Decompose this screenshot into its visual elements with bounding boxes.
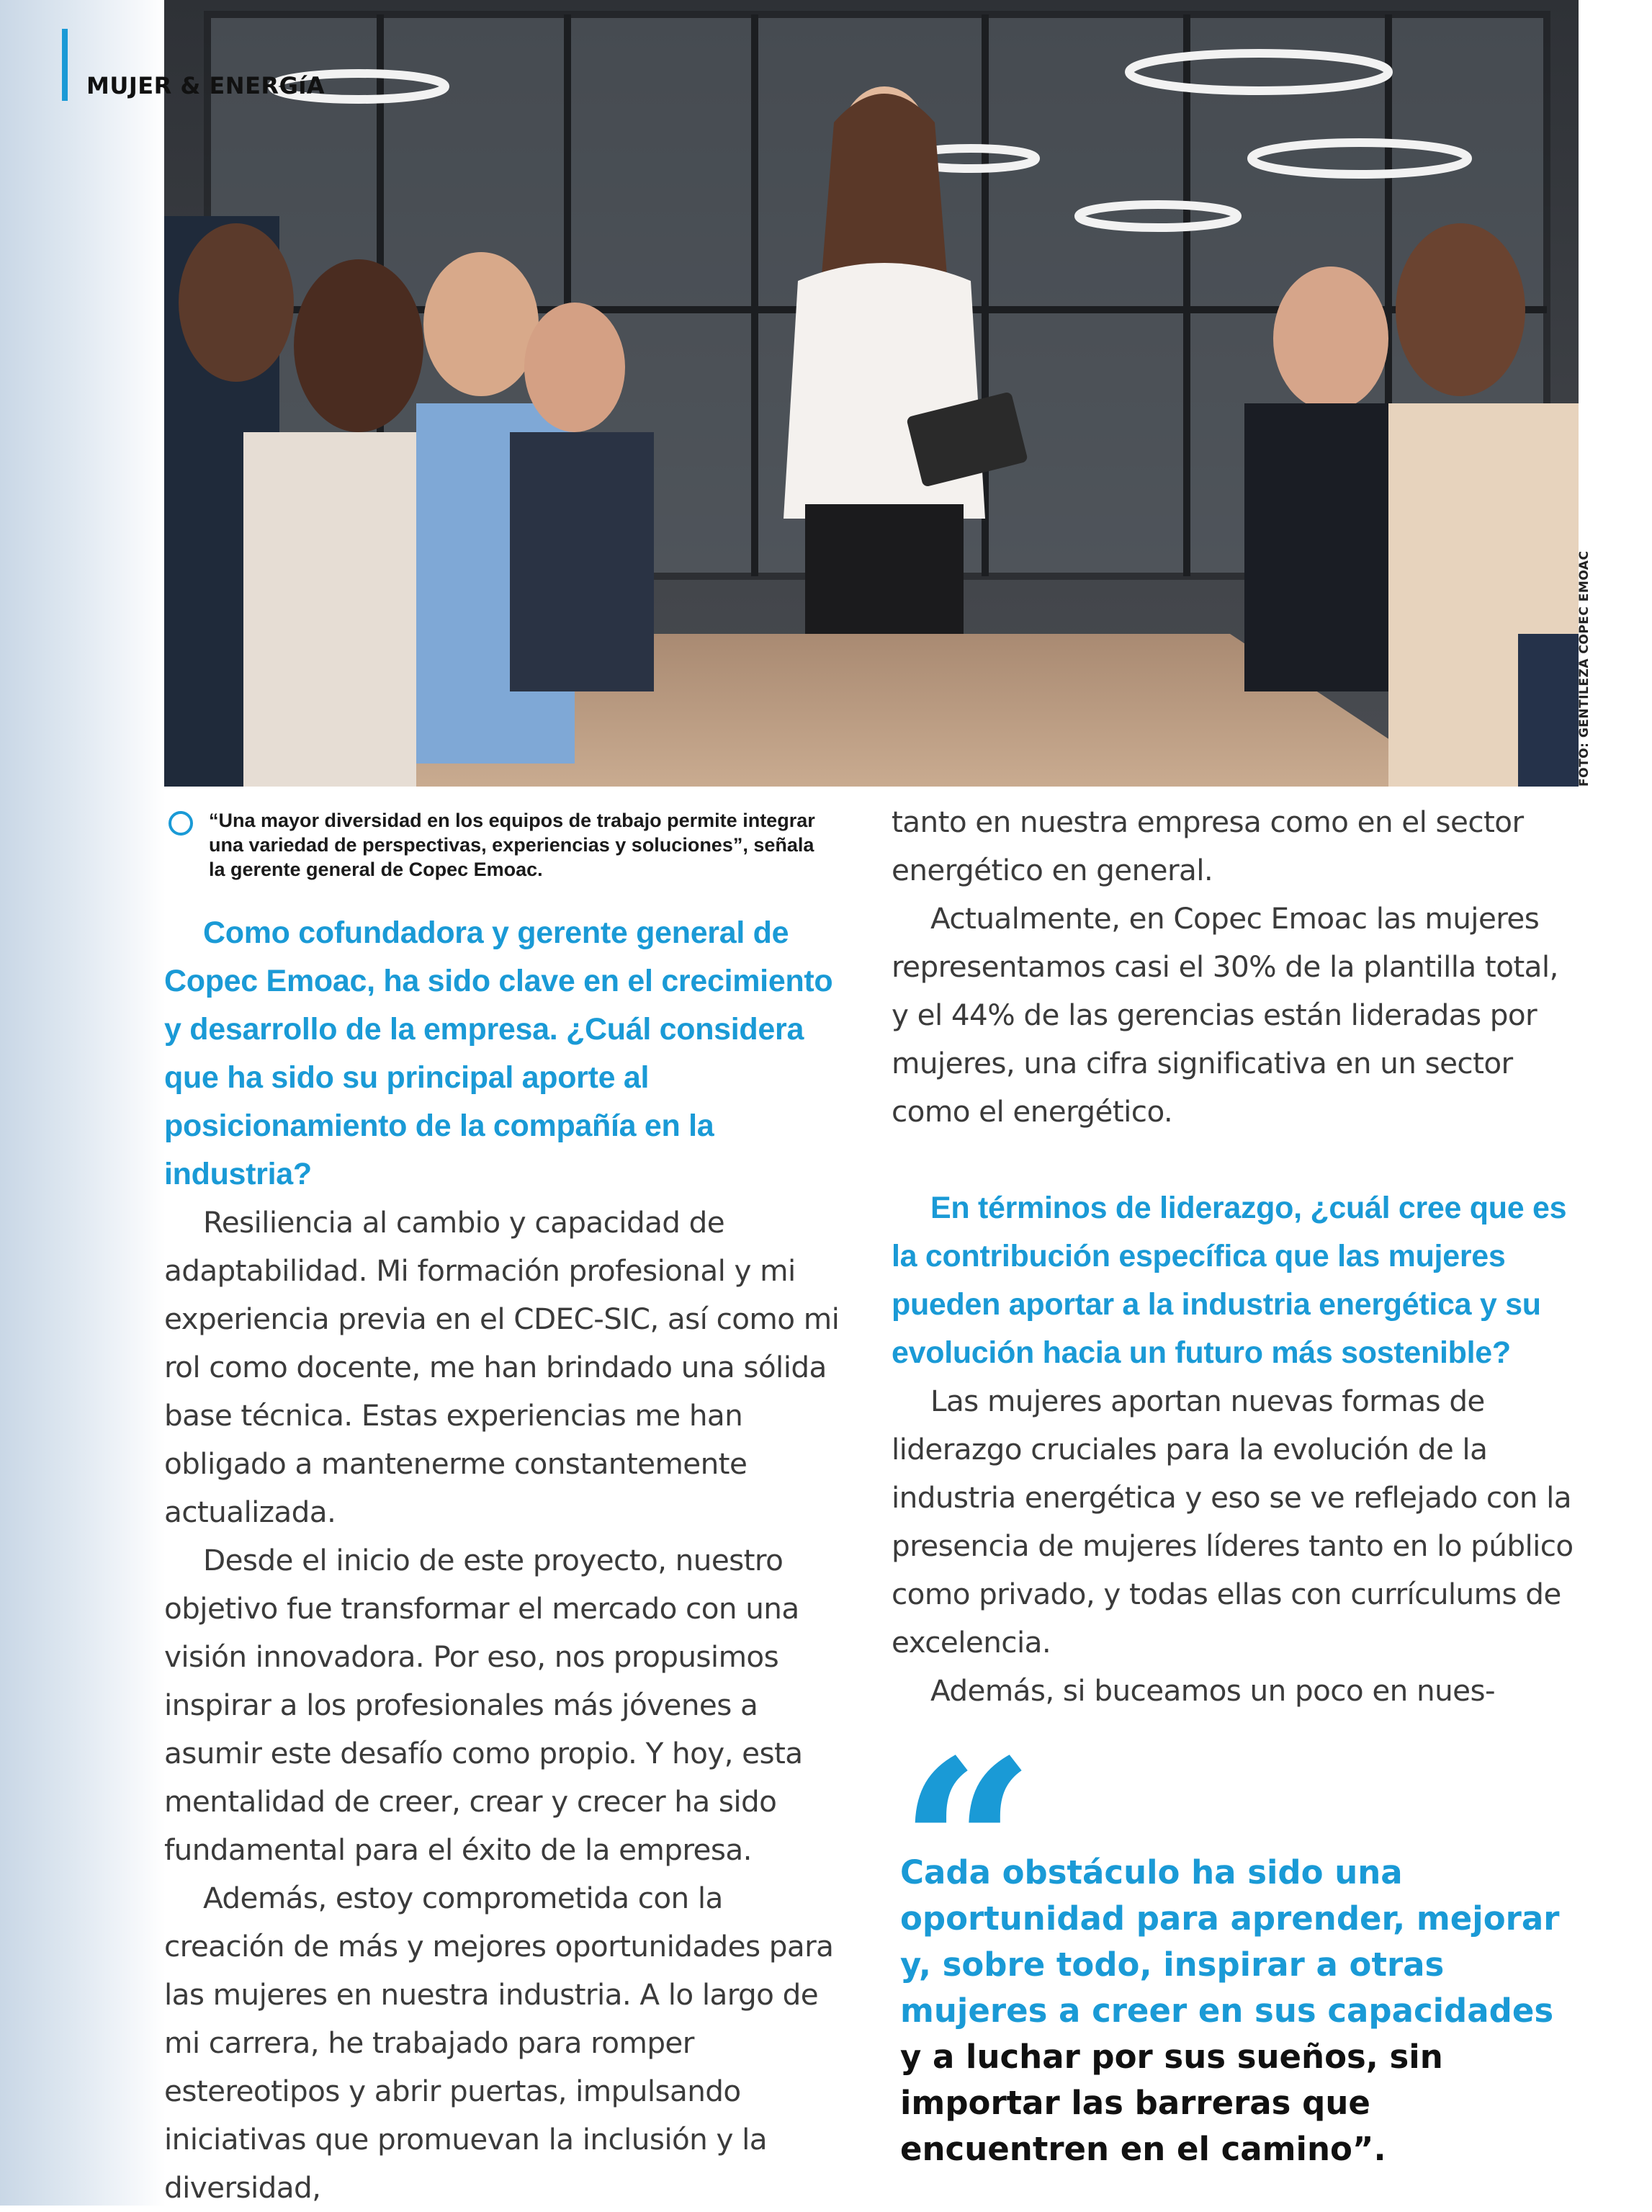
- left-gradient-band: [0, 0, 166, 2206]
- answer-paragraph: Además, si buceamos un poco en nues-: [930, 1673, 1495, 1708]
- pull-quote-highlight: Cada obstáculo ha sido una oportunidad para aprender, mejorar y, sobre todo, inspirar a otras mujeres a creer en sus capacidades: [900, 1853, 1560, 2030]
- right-column: [892, 798, 1576, 1715]
- caption-circle-icon: [169, 811, 193, 836]
- answer-paragraph: Actualmente, en Copec Emoac las mujeres representamos casi el 30% de la plantilla total, y el 44% de las gerencias están lideradas por mujeres, una cifra significativa en un sector como el energético.: [892, 901, 1558, 1129]
- answer-paragraph: Resiliencia al cambio y capacidad de adaptabilidad. Mi formación profesional y mi experiencia previa en el CDEC-SIC, así como mi rol como docente, me han brindado una sólida base técnica. Estas experiencias me han obligado a mantenerme constantemente actualizada.: [164, 1205, 840, 1529]
- meeting-photo: [164, 0, 1579, 787]
- section-label: MUJER & ENERGíA: [86, 72, 326, 99]
- left-column: [164, 909, 848, 2212]
- interview-question-2: En términos de liderazgo, ¿cuál cree que es la contribución específica que las mujeres pueden aportar a la industria energética y su evolución hacia un futuro más sostenible?: [892, 1191, 1567, 1370]
- pull-quote-rest: y a luchar por sus sueños, sin importar las barreras que encuentren en el camino”.: [900, 2038, 1443, 2168]
- pull-quote: [900, 1850, 1570, 2172]
- quote-mark-icon: “: [899, 1708, 1036, 1987]
- answer-paragraph: Las mujeres aportan nuevas formas de liderazgo cruciales para la evolución de la industria energética y eso se ve reflejado con la presencia de mujeres líderes tanto en lo público como privado, y todas ellas con currículums de excelencia.: [892, 1384, 1574, 1660]
- continuation-paragraph: tanto en nuestra empresa como en el sector energético en general.: [892, 805, 1524, 887]
- answer-paragraph: Además, estoy comprometida con la creación de más y mejores oportunidades para las mujeres en nuestra industria. A lo largo de mi carrera, he trabajado para romper estereotipos y abrir puertas, impulsando iniciativas que promuevan la inclusión y la diversidad,: [164, 1881, 834, 2205]
- answer-paragraph: Desde el inicio de este proyecto, nuestro objetivo fue transformar el mercado con una visión innovadora. Por eso, nos propusimos inspirar a los profesionales más jóvenes a asumir este desafío como propio. Y hoy, esta mentalidad de creer, crear y crecer ha sido fundamental para el éxito de la empresa.: [164, 1543, 803, 1867]
- photo-caption: “Una mayor diversidad en los equipos de trabajo permite integrar una variedad de perspectivas, experiencias y soluciones”, señala la gerente general de Copec Emoac.: [209, 810, 815, 880]
- section-accent-bar: [62, 29, 68, 101]
- interview-question-1: Como cofundadora y gerente general de Copec Emoac, ha sido clave en el crecimiento y desarrollo de la empresa. ¿Cuál considera que ha sido su principal aporte al posicionamiento de la compañía en la industria?: [164, 915, 833, 1191]
- photo-credit: FOTO: GENTILEZA COPEC EMOAC: [1577, 550, 1592, 787]
